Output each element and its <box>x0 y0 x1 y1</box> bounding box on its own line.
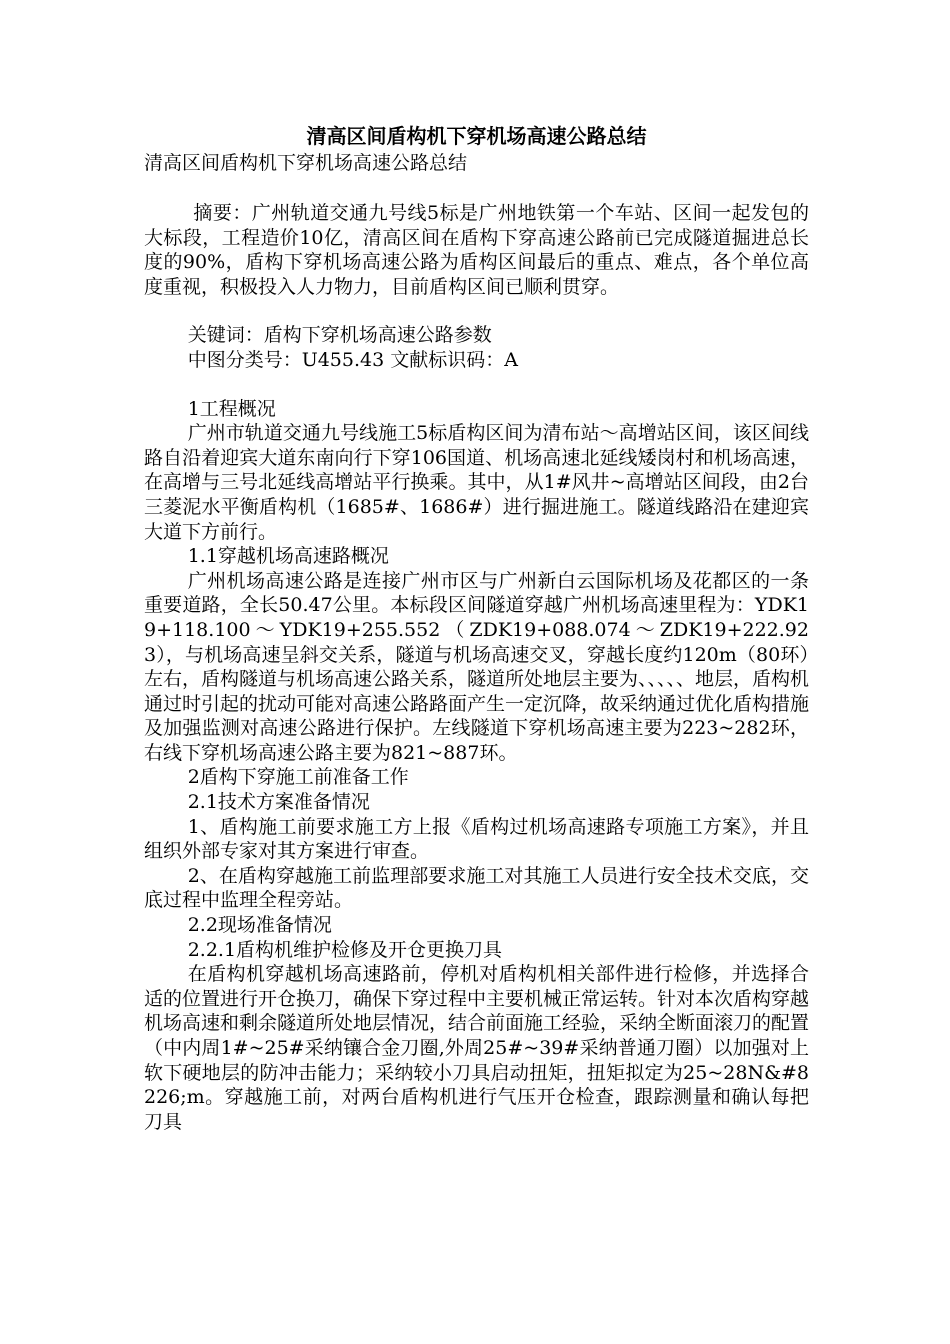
abstract-paragraph: 摘要：广州轨道交通九号线5标是广州地铁第一个车站、区间一起发包的大标段，工程造价10亿，清高区间在盾构下穿高速公路前已完成隧道掘进总长度的90%，盾构下穿机场高速公路为盾构区间最后的重点、难点，各个单位高度重视，积极投入人力物力，目前盾构区间已顺利贯穿。 <box>144 202 809 298</box>
section-2-1-item-2: 2、在盾构穿越施工前监理部要求施工对其施工人员进行安全技术交底，交底过程中监理全程旁站。 <box>144 864 809 912</box>
section-2-2-1-heading: 2.2.1盾构机维护检修及开仓更换刀具 <box>187 938 503 961</box>
section-2-heading: 2盾构下穿施工前准备工作 <box>187 766 409 789</box>
section-2-1-heading: 2.1技术方案准备情况 <box>187 791 370 814</box>
document-page <box>144 122 809 1134</box>
section-2-2-heading: 2.2现场准备情况 <box>187 914 332 937</box>
section-1-body: 广州市轨道交通九号线施工5标盾构区间为清布站～高增站区间，该区间线路自沿着迎宾大道东南向行下穿106国道、机场高速北延线矮岗村和机场高速，在高增与三号北延线高增站平行换乘。其中，从1#风井~高增站区间段，由2台三菱泥水平衡盾构机（1685#、1686#）进行掘进施工。隧道线路沿在建迎宾大道下方前行。 <box>144 422 809 543</box>
section-1-heading: 1工程概况 <box>187 397 276 420</box>
section-2-2-1-body: 在盾构机穿越机场高速路前，停机对盾构机相关部件进行检修，并选择合适的位置进行开仓换刀，确保下穿过程中主要机械正常运转。针对本次盾构穿越机场高速和剩余隧道所处地层情况，结合前面施工经验，采纳全断面滚刀的配置（中内周1#~25#采纳镶合金刀圈,外周25#~39#采纳普通刀圈）以加强对上软下硬地层的防冲击能力；采纳较小刀具启动扭矩，扭矩拟定为25~28N&#8226;m。穿越施工前，对两台盾构机进行气压开仓检查，跟踪测量和确认每把刀具 <box>144 963 810 1133</box>
document-title: 清高区间盾构机下穿机场高速公路总结 <box>306 124 647 148</box>
classification-line: 中图分类号：U455.43 文献标识码：A <box>187 348 518 371</box>
section-1-1-heading: 1.1穿越机场高速路概况 <box>187 545 389 568</box>
section-1-1-body: 广州机场高速公路是连接广州市区与广州新白云国际机场及花都区的一条重要道路，全长50.47公里。本标段区间隧道穿越广州机场高速里程为：YDK19+118.100～YDK19+255.552（ZDK19+088.074～ZDK19+222.923），与机场高速呈斜交关系，隧道与机场高速交叉，穿越长度约120m（80环）左右，盾构隧道与机场高速公路关系，隧道所处地层主要为、、、、、地层，盾构机通过时引起的扰动可能对高速公路路面产生一定沉降，故采纳通过优化盾构措施及加强监测对高速公路进行保护。左线隧道下穿机场高速主要为223~282环，右线下穿机场高速公路主要为821~887环。 <box>144 569 810 764</box>
spacer <box>144 373 809 397</box>
document-subtitle: 清高区间盾构机下穿机场高速公路总结 <box>144 152 468 174</box>
section-2-1-item-1: 1、盾构施工前要求施工方上报《盾构过机场高速路专项施工方案》，并且组织外部专家对其方案进行审查。 <box>144 815 809 863</box>
spacer <box>144 299 809 323</box>
keywords-line: 关键词：盾构下穿机场高速公路参数 <box>187 324 492 347</box>
spacer <box>144 177 809 201</box>
